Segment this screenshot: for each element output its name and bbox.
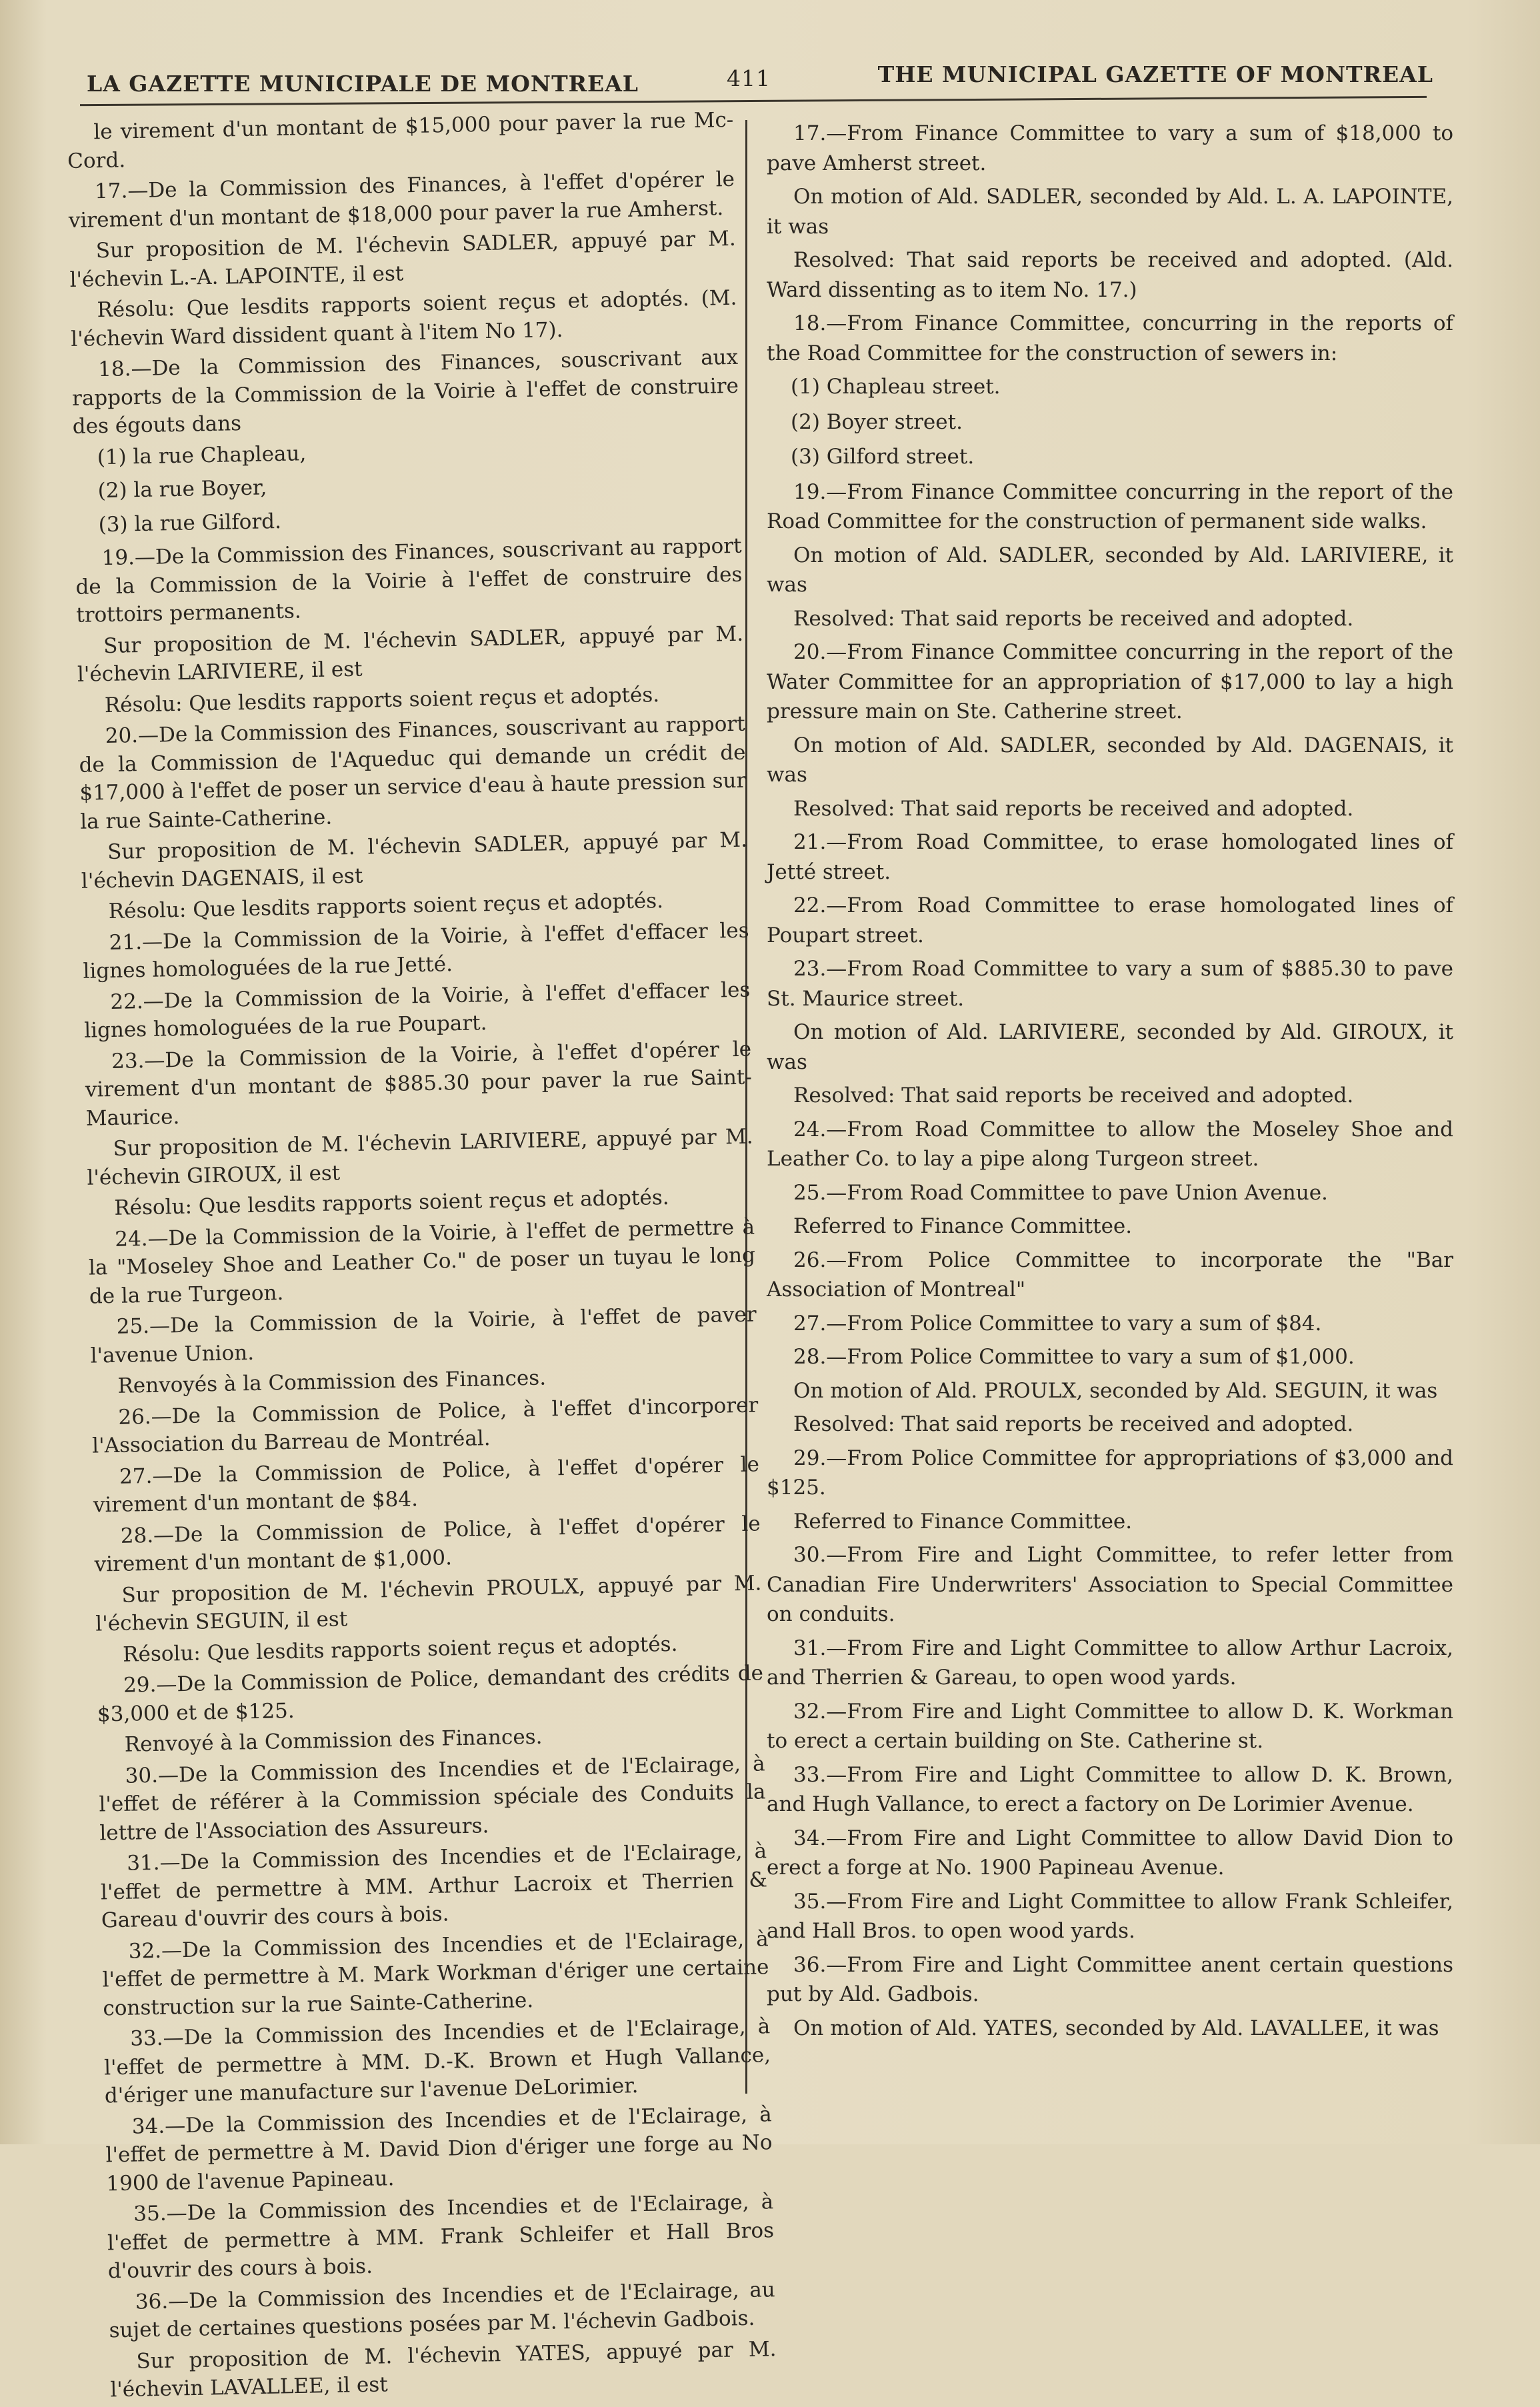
french-paragraph: 30.—De la Commission des Incendies et de l'Eclairage, à l'effet de référer à la Commission spéciale des Conduits la lettre de l'Association des Assureurs. — [99, 1751, 766, 1846]
french-paragraph: 24.—De la Commission de la Voirie, à l'effet de permettre à la "Moseley Shoe and Leather Co." de poser un tuyau le long de la rue Turgeon. — [88, 1214, 756, 1309]
french-paragraph: le virement d'un montant de $15,000 pour paver la rue Mc-Cord. — [67, 107, 734, 173]
english-paragraph: On motion of Ald. YATES, seconded by Ald. LAVALLEE, it was — [793, 2016, 1439, 2040]
french-paragraph: 31.—De la Commission des Incendies et de l'Eclairage, à l'effet de permettre à MM. Arthur Lacroix et Therrien & Gareau d'ouvrir des cours à bois. — [100, 1839, 768, 1933]
english-paragraph: 18.—From Finance Committee, concurring in the reports of the Road Committee for the construction of sewers in: — [767, 311, 1453, 365]
english-paragraph: 33.—From Fire and Light Committee to allow D. K. Brown, and Hugh Vallance, to erect a factory on De Lorimier Avenue. — [767, 1762, 1453, 1816]
english-paragraph: 22.—From Road Committee to erase homologated lines of Poupart street. — [767, 893, 1453, 947]
french-paragraph: Résolu: Que lesdits rapports soient reçus et adoptés. — [108, 889, 664, 924]
english-list-item: (2) Boyer street. — [791, 409, 963, 434]
english-paragraph: On motion of Ald. SADLER, seconded by Ald. LARIVIERE, it was — [767, 543, 1453, 597]
french-paragraph: Résolu: Que lesdits rapports soient reçus et adoptés. — [114, 1185, 669, 1220]
english-paragraph: 32.—From Fire and Light Committee to allow D. K. Workman to erect a certain building on Ste. Catherine st. — [767, 1699, 1453, 1753]
english-paragraph: Referred to Finance Committee. — [793, 1214, 1133, 1238]
header-english-title: THE MUNICIPAL GAZETTE OF MONTREAL — [877, 61, 1433, 87]
english-paragraph: 35.—From Fire and Light Committee to allow Frank Schleifer, and Hall Bros. to open wood yards. — [767, 1889, 1453, 1943]
french-paragraph: 19.—De la Commission des Finances, souscrivant au rapport de la Commission de la Voirie à l'effet de construire des trottoirs permanents. — [75, 533, 743, 627]
english-paragraph: On motion of Ald. PROULX, seconded by Ald. SEGUIN, it was — [793, 1378, 1438, 1403]
french-paragraph: Renvoyé à la Commission des Finances. — [124, 1724, 543, 1757]
french-paragraph: 22.—De la Commission de la Voirie, à l'effet d'effacer les lignes homologuées de la rue Poupart. — [83, 977, 751, 1043]
english-paragraph: 31.—From Fire and Light Committee to allow Arthur Lacroix, and Therrien & Gareau, to open wood yards. — [767, 1636, 1453, 1690]
french-paragraph: 34.—De la Commission des Incendies et de l'Eclairage, à l'effet de permettre à M. David Dion d'ériger une forge au No 1900 de l'avenue Papineau. — [105, 2102, 773, 2196]
french-paragraph: 27.—De la Commission de Police, à l'effet d'opérer le virement d'un montant de $84. — [93, 1452, 760, 1518]
french-paragraph: Sur proposition de M. l'échevin LARIVIERE, appuyé par M. l'échevin GIROUX, il est — [87, 1124, 753, 1190]
page-number: 411 — [727, 65, 771, 91]
english-list-item: (3) Gilford street. — [791, 445, 975, 469]
french-paragraph: Sur proposition de M. l'échevin YATES, appuyé par M. l'échevin LAVALLEE, il est — [110, 2336, 777, 2402]
english-paragraph: 19.—From Finance Committee concurring in the report of the Road Committee for the construction of permanent side walks. — [767, 479, 1453, 533]
french-paragraph: Sur proposition de M. l'échevin SADLER, appuyé par M. l'échevin DAGENAIS, il est — [81, 827, 748, 893]
french-paragraph: 26.—De la Commission de Police, à l'effet d'incorporer l'Association du Barreau de Montréal. — [91, 1392, 759, 1458]
french-list-item: (2) la rue Boyer, — [97, 475, 267, 503]
french-paragraph: 29.—De la Commission de Police, demandant des crédits de $3,000 et de $125. — [97, 1661, 764, 1727]
french-paragraph: 35.—De la Commission des Incendies et de l'Eclairage, à l'effet de permettre à MM. Frank Schleifer et Hall Bros d'ouvrir des cours à bois. — [107, 2190, 775, 2284]
english-paragraph: On motion of Ald. SADLER, seconded by Ald. DAGENAIS, it was — [767, 733, 1453, 787]
french-paragraph: Résolu: Que lesdits rapports soient reçus et adoptés. — [122, 1632, 678, 1667]
english-paragraph: On motion of Ald. SADLER, seconded by Ald. L. A. LAPOINTE, it was — [767, 185, 1453, 239]
english-list-item: (1) Chapleau street. — [791, 375, 1001, 399]
french-list-item: (3) la rue Gilford. — [98, 509, 282, 537]
english-paragraph: Referred to Finance Committee. — [793, 1509, 1133, 1534]
french-paragraph: 33.—De la Commission des Incendies et de l'Eclairage, à l'effet de permettre à MM. D.-K. Brown et Hugh Vallance, d'ériger une manufacture sur l'avenue DeLorimier. — [103, 2014, 771, 2108]
french-paragraph: 28.—De la Commission de Police, à l'effet d'opérer le virement d'un montant de $1,000. — [94, 1511, 761, 1577]
english-paragraph: 21.—From Road Committee, to erase homologated lines of Jetté street. — [767, 830, 1453, 884]
english-paragraph: 23.—From Road Committee to vary a sum of $885.30 to pave St. Maurice street. — [767, 957, 1453, 1011]
french-paragraph: 18.—De la Commission des Finances, souscrivant aux rapports de la Commission de la Voirie à l'effet de construire des égouts dans — [71, 345, 739, 439]
english-paragraph: 28.—From Police Committee to vary a sum of $1,000. — [793, 1345, 1355, 1369]
page-header — [73, 52, 1433, 99]
french-paragraph: Sur proposition de M. l'échevin PROULX, appuyé par M. l'échevin SEGUIN, il est — [95, 1570, 762, 1636]
french-paragraph: 32.—De la Commission des Incendies et de l'Eclairage, à l'effet de permettre à M. Mark Workman d'ériger une certaine construction sur la rue Sainte-Catherine. — [102, 1926, 769, 2020]
french-paragraph: 17.—De la Commission des Finances, à l'effet d'opérer le virement d'un montant de $18,000 pour paver la rue Amherst. — [68, 167, 735, 233]
french-list-item: (1) la rue Chapleau, — [97, 441, 307, 469]
english-paragraph: 17.—From Finance Committee to vary a sum of $18,000 to pave Amherst street. — [767, 121, 1453, 175]
header-french-title: LA GAZETTE MUNICIPALE DE MONTREAL — [87, 71, 639, 97]
french-paragraph: Résolu: Que lesdits rapports soient reçus et adoptés. (M. l'échevin Ward dissident quant à l'item No 17). — [70, 285, 737, 351]
french-paragraph: 23.—De la Commission de la Voirie, à l'effet d'opérer le virement d'un montant de $885.30 pour paver la rue Saint-Maurice. — [85, 1037, 753, 1131]
english-paragraph: 30.—From Fire and Light Committee, to refer letter from Canadian Fire Underwriters' Association to Special Committee on conduits. — [767, 1543, 1453, 1626]
english-paragraph: Resolved: That said reports be received and adopted. (Ald. Ward dissenting as to item No. 17.) — [767, 248, 1453, 302]
english-paragraph: 25.—From Road Committee to pave Union Avenue. — [793, 1180, 1328, 1205]
english-paragraph: 29.—From Police Committee for appropriations of $3,000 and $125. — [767, 1446, 1453, 1500]
english-paragraph: 27.—From Police Committee to vary a sum of $84. — [793, 1311, 1322, 1336]
french-paragraph: Résolu: Que lesdits rapports soient reçus et adoptés. — [104, 682, 660, 717]
english-paragraph: Resolved: That said reports be received and adopted. — [793, 1412, 1354, 1436]
english-paragraph: 24.—From Road Committee to allow the Moseley Shoe and Leather Co. to lay a pipe along Turgeon street. — [767, 1117, 1453, 1171]
french-paragraph: Renvoyés à la Commission des Finances. — [117, 1366, 547, 1398]
french-paragraph: 36.—De la Commission des Incendies et de l'Eclairage, au sujet de certaines questions posées par M. l'échevin Gadbois. — [109, 2277, 776, 2343]
french-paragraph: 25.—De la Commission de la Voirie, à l'effet de paver l'avenue Union. — [90, 1302, 757, 1368]
french-column — [67, 106, 777, 2407]
english-paragraph: Resolved: That said reports be received and adopted. — [793, 606, 1354, 631]
english-paragraph: 26.—From Police Committee to incorporate the "Bar Association of Montreal" — [767, 1248, 1453, 1302]
english-paragraph: 36.—From Fire and Light Committee anent certain questions put by Ald. Gadbois. — [767, 1952, 1453, 2006]
french-paragraph: Sur proposition de M. l'échevin SADLER, appuyé par M. l'échevin LARIVIERE, il est — [77, 621, 744, 687]
english-paragraph: On motion of Ald. LARIVIERE, seconded by Ald. GIROUX, it was — [767, 1020, 1453, 1074]
english-column — [767, 119, 1453, 2047]
french-paragraph: 21.—De la Commission de la Voirie, à l'effet d'effacer les lignes homologuées de la rue Jetté. — [83, 918, 749, 983]
english-paragraph: 20.—From Finance Committee concurring in the report of the Water Committee for an appropriation of $17,000 to lay a high pressure main on Ste. Catherine street. — [767, 640, 1453, 723]
french-paragraph: Sur proposition de M. l'échevin SADLER, appuyé par M. l'échevin L.-A. LAPOINTE, il est — [69, 226, 736, 292]
english-paragraph: Resolved: That said reports be received and adopted. — [793, 1083, 1354, 1107]
french-paragraph: 20.—De la Commission des Finances, souscrivant au rapport de la Commission de l'Aqueduc qui demande un crédit de $17,000 à l'effet de poser un service d'eau à haute pression sur la rue Sainte-Catherine. — [79, 711, 747, 834]
english-paragraph: 34.—From Fire and Light Committee to allow David Dion to erect a forge at No. 1900 Papineau Avenue. — [767, 1826, 1453, 1880]
english-paragraph: Resolved: That said reports be received and adopted. — [793, 796, 1354, 821]
